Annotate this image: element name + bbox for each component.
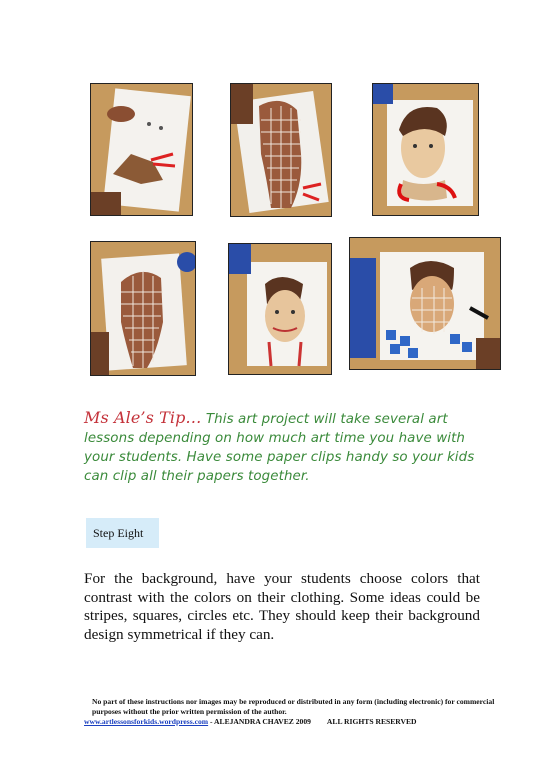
photo-1 [90, 83, 193, 216]
instruction-paragraph: For the background, have your students choose colors that contrast with the colors on their clothing. Some ideas could be stripes, squares, circles etc. They should keep their background design symmetrical if they can. [84, 570, 480, 643]
rights-reserved: ALL RIGHTS RESERVED [326, 717, 417, 726]
photo-5 [228, 243, 332, 375]
tip-title: Ms Ale’s Tip… [84, 408, 202, 427]
footer [84, 697, 504, 727]
photo-4 [90, 241, 196, 376]
tip-text: This art project will take several art lessons depending on how much art time you have with your students. Have some paper clips handy so your kids can clip all their papers together. [84, 412, 475, 484]
photo-2 [230, 83, 332, 217]
footer-credit-line [84, 717, 504, 727]
copyright-notice: No part of these instructions nor images may be reproduced or distributed in any form (including electronic) for commercial purposes without the prior written permission of the author. [92, 697, 495, 716]
photo-3 [372, 83, 479, 216]
author-credit: - ALEJANDRA CHAVEZ 2009 [208, 717, 311, 726]
step-label: Step Eight [93, 525, 144, 540]
step-label-box [86, 518, 159, 548]
photo-6 [349, 237, 501, 370]
tip-block [84, 408, 484, 486]
website-link[interactable]: www.artlessonsforkids.wordpress.com [84, 717, 209, 726]
